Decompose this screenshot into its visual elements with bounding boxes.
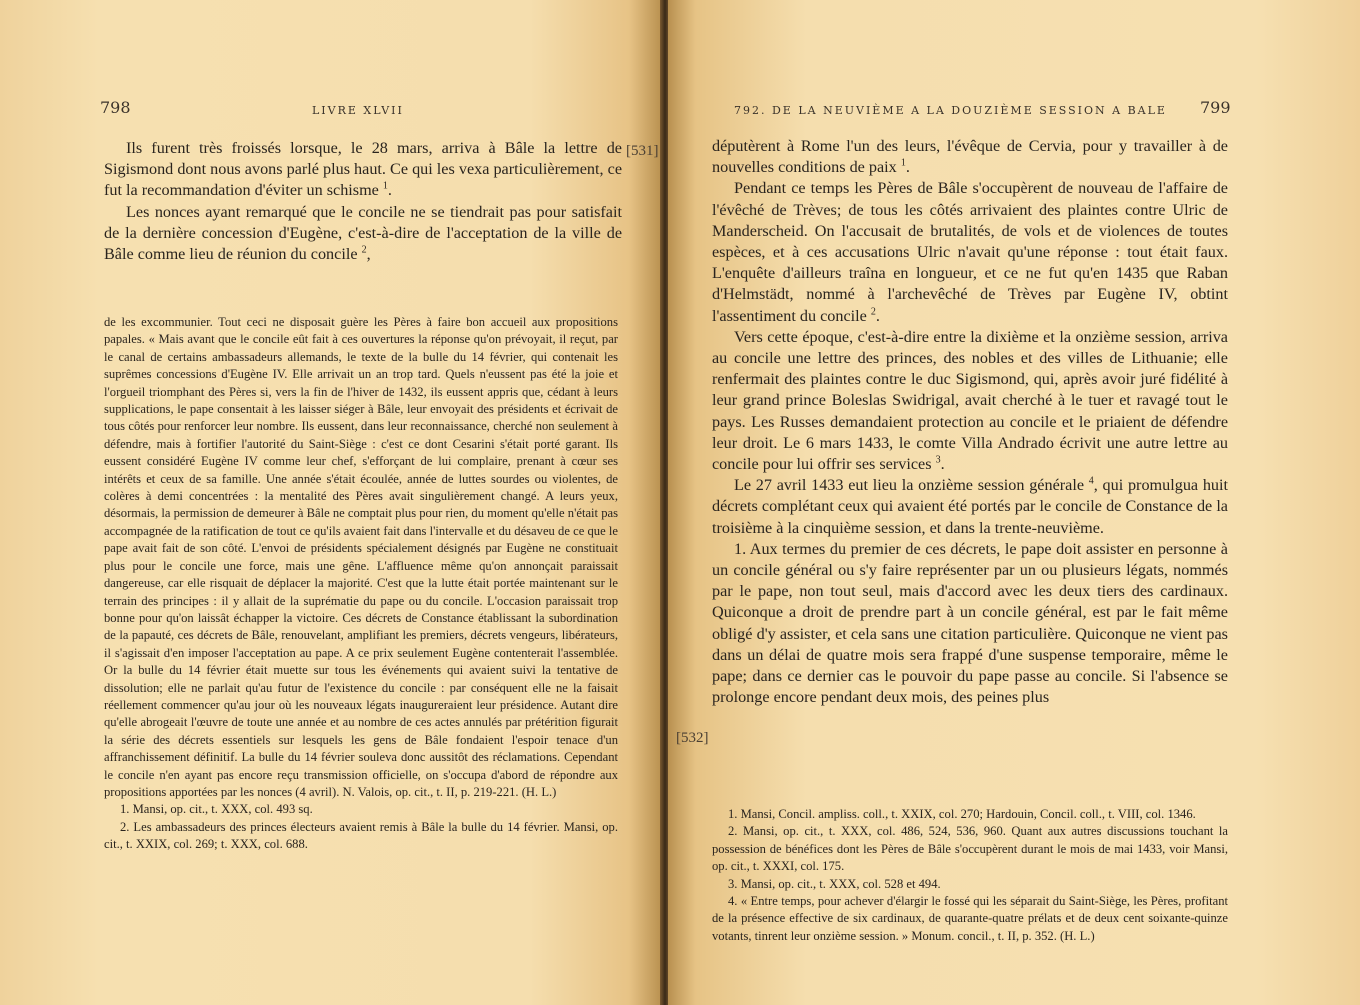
footnote: 1. Mansi, op. cit., t. XXX, col. 493 sq. bbox=[120, 802, 313, 817]
paragraph: Le 27 avril 1433 eut lieu la onzième session générale $^4$, qui promulgua huit décrets complétant ceux qui avaient été portés par le concile de Constance de la troisième à la cinquième session, et dans la trente-neuvième. bbox=[712, 475, 1229, 537]
footnote-ref: 2 bbox=[361, 244, 367, 256]
footnote: 2. Les ambassadeurs des princes électeurs avaient remis à Bâle la bulle du 14 février. Mansi, op. cit., t. XXIX, col. 269; t. XXX, col. 688. bbox=[104, 819, 618, 852]
footnote-ref: 2 bbox=[870, 306, 876, 318]
right-notes bbox=[712, 806, 1228, 945]
paragraph: Vers cette époque, c'est-à-dire entre la dixième et la onzième session, arriva au concile une lettre des princes, des nobles et des villes de Lithuanie; elle renfermait des plaintes contre le duc Sigismond, qui, après avoir juré fidélité à leur grand prince Boleslas Swidrigal, avait cherché à le tuer et ravagé tout le pays. Les Russes demandaient protection au concile et le priaient de défendre leur droit. Le 6 mars 1433, le comte Villa Andrado écrivit une autre lettre au concile pour lui offrir ses services $^3$. bbox=[712, 327, 1228, 474]
paragraph: Ils furent très froissés lorsque, le 28 mars, arriva à Bâle la lettre de Sigismond dont nous avons parlé plus haut. Ce qui les vexa particulièrement, ce fut la recommandation d'éviter un schisme $^1$. bbox=[104, 139, 622, 200]
footnote-ref: 1 bbox=[900, 157, 906, 169]
running-head-left: LIVRE XLVII bbox=[312, 104, 404, 117]
paragraph: députèrent à Rome l'un des leurs, l'évêque de Cervia, pour y travailler à de nouvelles conditions de paix $^1$. bbox=[712, 137, 1228, 177]
footnote: 2. Mansi, op. cit., t. XXX, col. 486, 524, 536, 960. Quant aux autres discussions touchant la possession de bénéfices dont les Pères de Bâle s'occupèrent durant le mois de mai 1433, voir Mansi, op. cit., t. XXXI, col. 175. bbox=[712, 824, 1228, 874]
left-notes bbox=[104, 314, 618, 854]
footnote: 4. « Entre temps, pour achever d'élargir le fossé qui les séparait du Saint-Siège, les Pères, profitant de la présence effective de six cardinaux, de quarante-quatre prélats et de deux cent soixante-quinze votants, tinrent leur onzième session. » Monum. concil., t. II, p. 352. (H. L.) bbox=[712, 894, 1228, 943]
footnote-ref: 1 bbox=[382, 181, 388, 193]
page-number-left: 798 bbox=[100, 98, 131, 117]
footnote-ref: 3 bbox=[935, 454, 941, 466]
left-page bbox=[0, 0, 662, 1005]
footnote: 1. Mansi, Concil. ampliss. coll., t. XXIX, col. 270; Hardouin, Concil. coll., t. VIII, col. 1346. bbox=[728, 807, 1196, 821]
footnote-ref: 4 bbox=[1088, 475, 1094, 487]
paragraph: 1. Aux termes du premier de ces décrets, le pape doit assister en personne à un concile général ou s'y faire représenter par un ou plusieurs légats, nommés par le pape, non tout seul, mais d'accord avec les deux tiers des cardinaux. Quiconque a droit de prendre part à un concile général, est par le fait même obligé d'y assister, et cela sans une citation particulière. Quiconque ne vient pas dans un délai de quatre mois sera frappé d'une suspense temporaire, même le pape; dans ce dernier cas le pouvoir du pape passe au concile. Si l'absence se prolonge encore pendant deux mois, des peines plus bbox=[712, 539, 1228, 707]
margin-reference-right: [532] bbox=[676, 730, 709, 746]
left-body bbox=[104, 138, 622, 265]
paragraph: Les nonces ayant remarqué que le concile ne se tiendrait pas pour satisfait de la dernière concession d'Eugène, c'est-à-dire de l'acceptation de la ville de Bâle comme lieu de réunion du concile $^2$, bbox=[104, 202, 622, 264]
right-page bbox=[668, 0, 1360, 1005]
margin-reference-left: [531] bbox=[626, 143, 659, 159]
paragraph: Pendant ce temps les Pères de Bâle s'occupèrent de nouveau de l'affaire de l'évêché de Trèves; de tous les côtés arrivaient des plaintes contre Ulric de Manderscheid. On l'accusait de brutalités, de vols et de violences de toutes espèces, et à ces accusations Ulric n'avait qu'une réponse : tout était faux. L'enquête d'ailleurs traîna en longueur, et ce ne fut qu'en 1435 que Raban d'Helmstädt, nommé à l'archevêché de Trèves par Eugène IV, obtint l'assentiment du concile $^2$. bbox=[712, 179, 1228, 325]
note-continuation: de les excommunier. Tout ceci ne disposait guère les Pères à faire bon accueil aux propositions papales. « Mais avant que le concile eût fait à ces ouvertures la réponse qu'on prévoyait, il reçut, par le canal de certains ambassadeurs allemands, le texte de la bulle du 14 février, qui contenait les suprêmes concessions d'Eugène IV. Elle arrivait un an trop tard. Quels n'eussent pas été la joie et l'orgueil triomphant des Pères si, vers la fin de l'hiver de 1432, ils eussent appris que, cédant à leurs supplications, le pape consentait à les laisser siéger à Bâle, leur envoyait des présidents et écrivait de tous côtés pour renforcer leur nombre. Ils eussent, dans leur reconnaissance, cherché non seulement à défendre, mais à fortifier l'autorité du Saint-Siège : c'est ce dont Cesarini s'était porté garant. Ils eussent considéré Eugène IV comme leur chef, s'efforçant de lui complaire, prenant à cœur ses intérêts et ceux de sa famille. Une année s'était écoulée, année de luttes sourdes ou violentes, de colères à demi concentrées : la mentalité des Pères avait singulièrement changé. A leurs yeux, désormais, la permission de demeurer à Bâle ne comptait plus pour rien, du moment qu'elle n'était pas accompagnée de la ratification de tout ce qu'ils avaient fait dans l'intervalle et du désaveu de ce que le pape avait fait de son côté. L'envoi de présidents spécialement désignés par Eugène ne constituait plus pour le concile une force, mais une gêne. L'affluence même qu'on annonçait paraissait dangereuse, car elle risquait de déplacer la majorité. C'est que la lutte était portée maintenant sur le terrain des principes : il y allait de la suprématie du pape ou du concile. L'occasion paraissait trop bonne pour qu'on laissât échapper la victoire. Ces décrets de Constance établissant la subordination de la papauté, ces décrets de Bâle, renouvelant, amplifiant les premiers, décrets vengeurs, libérateurs, il s'agissait d'en imposer l'acceptation au pape. A ce prix seulement Eugène contenterait l'assemblée. Or la bulle du 14 février était muette sur tous les événements qui avaient suivi la tentative de dissolution; elle ne parlait qu'au futur de l'existence du concile : par conséquent elle ne la faisait réellement commencer qu'au jour où les nouveaux légats inaugureraient leur présidence. Autant dire qu'elle abrogeait l'œuvre de toute une année et au nombre de ces actes annulés par prétérition figurait la série des décrets essentiels sur lesquels les gens de Bâle fondaient l'espoir tenace d'un affranchissement définitif. La bulle du 14 février souleva donc aussitôt des réclamations. Cependant le concile n'en ayant pas encore reçu transmission officielle, on s'occupa d'abord de répondre aux propositions apportées par les nonces (4 avril). N. Valois, op. cit., t. II, p. 219-221. (H. L.) bbox=[104, 315, 618, 799]
footnote: 3. Mansi, op. cit., t. XXX, col. 528 et 494. bbox=[728, 876, 941, 891]
page-number-right: 799 bbox=[1200, 98, 1231, 117]
running-head-right: 792. DE LA NEUVIÈME A LA DOUZIÈME SESSION A BALE bbox=[734, 104, 1167, 117]
right-body bbox=[712, 136, 1228, 708]
